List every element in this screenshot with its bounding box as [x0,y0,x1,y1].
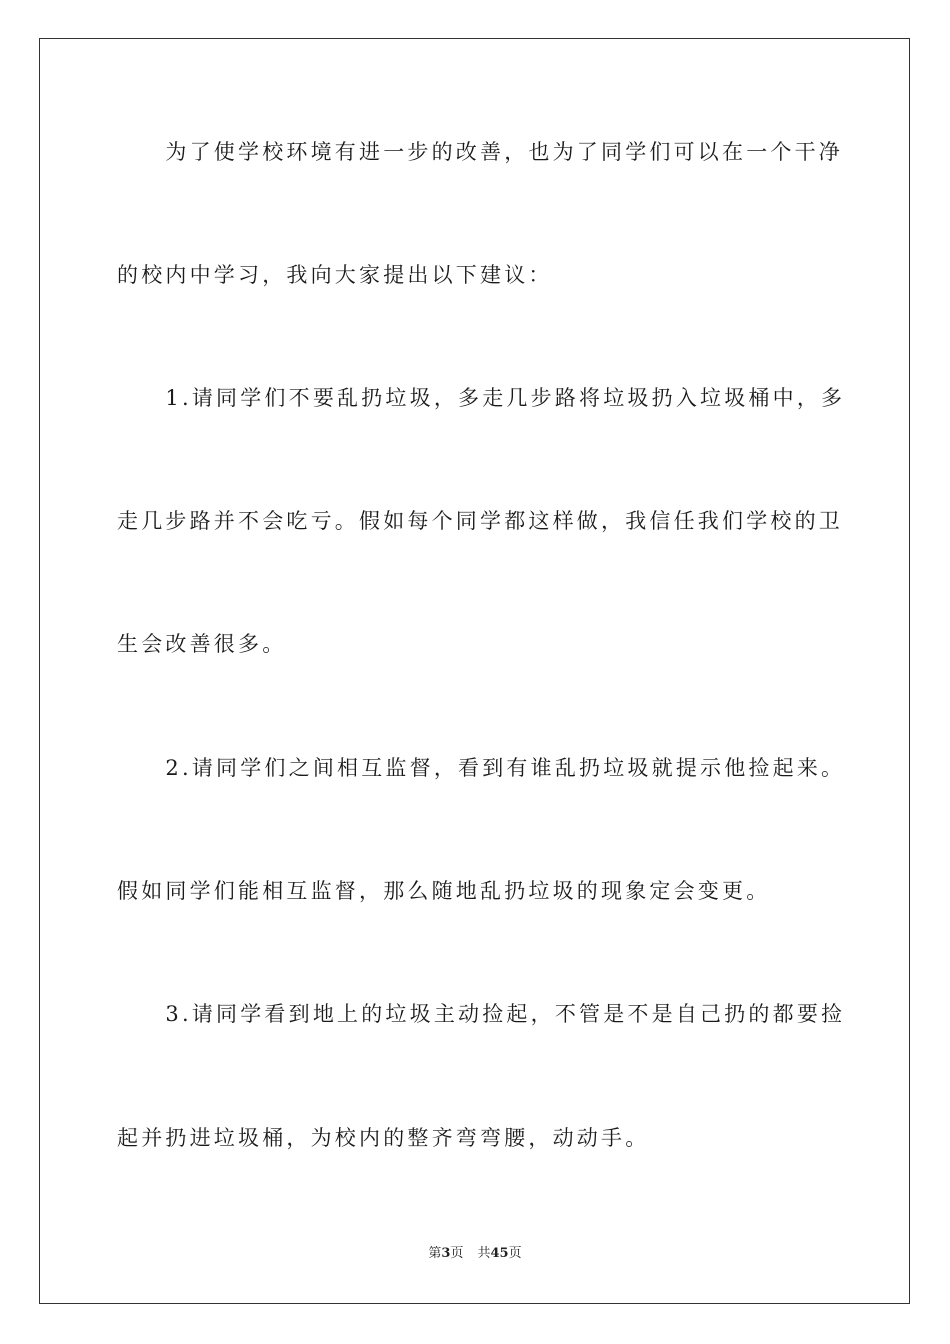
body-text-line: 生会改善很多。 [117,632,287,656]
page-number: 3 [441,1246,451,1261]
body-text-line: 2.请同学们之间相互监督，看到有谁乱扔垃圾就提示他捡起来。 [117,756,846,780]
page-label-prefix: 第 [428,1246,442,1261]
body-text-line: 为了使学校环境有进一步的改善，也为了同学们可以在一个干净 [117,140,843,164]
total-pages: 45 [490,1246,509,1261]
body-text-line: 的校内中学习，我向大家提出以下建议： [117,263,553,287]
total-label-prefix: 共 [477,1246,491,1261]
page-label-suffix: 页 [450,1246,464,1261]
body-text-line: 1.请同学们不要乱扔垃圾，多走几步路将垃圾扔入垃圾桶中，多 [117,386,846,410]
body-text-line: 起并扔进垃圾桶，为校内的整齐弯弯腰，动动手。 [117,1126,650,1150]
body-text-line: 走几步路并不会吃亏。假如每个同学都这样做，我信任我们学校的卫 [117,509,843,533]
total-label-suffix: 页 [508,1246,522,1261]
body-text-line: 3.请同学看到地上的垃圾主动捡起，不管是不是自己扔的都要捡 [117,1002,846,1026]
body-text-line: 假如同学们能相互监督，那么随地乱扔垃圾的现象定会变更。 [117,879,771,903]
page-footer [0,1245,950,1263]
page-border [39,38,910,1304]
